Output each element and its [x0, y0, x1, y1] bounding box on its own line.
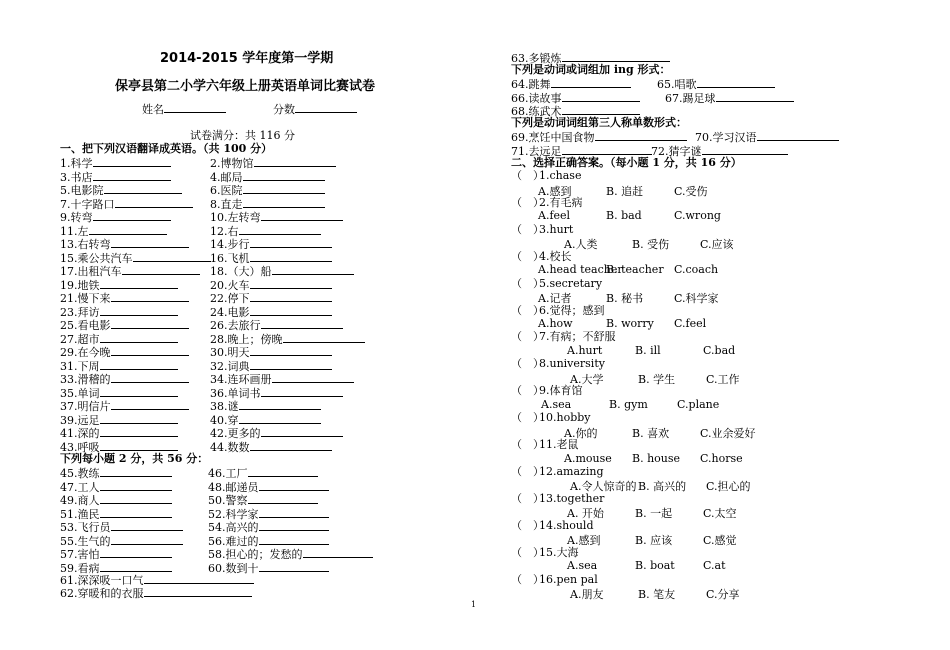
answer-blank[interactable]	[111, 317, 189, 329]
option-b[interactable]: B. 笔友	[638, 588, 676, 601]
answer-blank[interactable]	[250, 358, 332, 370]
answer-blank[interactable]	[104, 182, 182, 194]
answer-blank[interactable]	[100, 277, 178, 289]
answer-blank[interactable]	[115, 196, 193, 208]
option-c[interactable]: C.科学家	[674, 292, 719, 306]
answer-bracket[interactable]: （ ）	[511, 438, 544, 451]
question-25[interactable]: 25.看电影	[60, 317, 189, 330]
question-7[interactable]: 7.十字路口	[60, 196, 193, 209]
question-18[interactable]: 18.（大）船	[210, 263, 354, 276]
question-45[interactable]: 45.教练	[60, 465, 172, 478]
answer-blank[interactable]	[250, 290, 332, 302]
question-53[interactable]: 53.飞行员	[60, 519, 183, 532]
question-5[interactable]: 5.电影院	[60, 182, 182, 195]
question-2[interactable]: 2.博物馆	[210, 155, 336, 168]
option-b[interactable]: B. 一起	[635, 507, 673, 521]
mc-question	[511, 277, 602, 290]
question-22[interactable]: 22.停下	[210, 290, 332, 303]
section2-heading: 二、选择正确答案。（每小题 1 分，共 16 分）	[511, 156, 742, 169]
option-a[interactable]: A.人类	[564, 238, 598, 252]
question-36[interactable]: 36.单词书	[210, 385, 343, 398]
option-c[interactable]: C.分享	[706, 588, 740, 601]
mc-question-text: 2.有毛病	[539, 195, 583, 209]
question-51[interactable]: 51.渔民	[60, 506, 172, 519]
option-c[interactable]: C.工作	[706, 372, 740, 386]
option-b[interactable]: B. teacher	[606, 263, 664, 277]
answer-blank[interactable]	[259, 506, 329, 518]
mc-question	[511, 304, 605, 317]
mc-question	[511, 411, 591, 424]
option-a[interactable]: A.令人惊奇的	[570, 480, 637, 494]
mc-question-text: 7.有病；不舒服	[539, 330, 616, 344]
answer-blank[interactable]	[100, 479, 172, 491]
answer-blank[interactable]	[239, 412, 321, 424]
option-c[interactable]: C.担心的	[706, 480, 751, 494]
option-c[interactable]: C.应该	[700, 238, 734, 252]
question-19[interactable]: 19.地铁	[60, 277, 178, 290]
answer-blank[interactable]	[261, 317, 343, 329]
question-60[interactable]: 60.数到十	[208, 560, 329, 573]
answer-blank[interactable]	[122, 263, 200, 275]
question-65[interactable]: 65.唱歌	[657, 76, 775, 89]
answer-blank[interactable]	[250, 439, 332, 451]
score-label: 分数	[273, 103, 295, 116]
question-49[interactable]: 49.商人	[60, 492, 172, 505]
answer-blank[interactable]	[250, 236, 332, 248]
answer-bracket[interactable]: （ ）	[511, 276, 544, 290]
question-64[interactable]: 64.跳舞	[511, 76, 631, 89]
question-70[interactable]: 70.学习汉语	[695, 129, 839, 142]
answer-blank[interactable]	[239, 223, 321, 235]
page-number: 1	[471, 600, 477, 609]
answer-blank[interactable]	[239, 398, 321, 410]
question-58[interactable]: 58.担心的；发愁的	[208, 546, 373, 559]
answer-blank[interactable]	[248, 465, 318, 477]
mc-question-text: 12.amazing	[539, 464, 604, 478]
mc-question	[511, 250, 572, 263]
answer-bracket[interactable]: （ ）	[511, 357, 544, 371]
question-38[interactable]: 38.谜	[210, 398, 321, 411]
mc-question	[511, 573, 598, 586]
mc-question	[511, 357, 605, 370]
section1-heading: 一、把下列汉语翻译成英语。（共 100 分）	[60, 142, 273, 155]
question-32[interactable]: 32.词典	[210, 358, 332, 371]
question-61[interactable]: 61.深深吸一口气	[60, 572, 254, 585]
answer-blank[interactable]	[100, 465, 172, 477]
question-30[interactable]: 30.明天	[210, 344, 332, 357]
option-c[interactable]: C.业余爱好	[700, 426, 756, 440]
option-b[interactable]: B. worry	[606, 317, 654, 330]
mc-question	[511, 438, 579, 451]
answer-blank[interactable]	[272, 371, 354, 383]
option-a[interactable]: A.记者	[538, 292, 572, 306]
question-20[interactable]: 20.火车	[210, 277, 332, 290]
answer-blank[interactable]	[100, 412, 178, 424]
option-c[interactable]: C.feel	[674, 317, 707, 330]
mc-question-text: 11.老鼠	[539, 438, 579, 451]
option-a[interactable]: A.mouse	[564, 451, 612, 465]
answer-blank[interactable]	[93, 155, 171, 167]
mc-question-text: 10.hobby	[539, 411, 591, 425]
question-24[interactable]: 24.电影	[210, 304, 332, 317]
third-person-heading: 下列是动词词组第三人称单数形式：	[511, 116, 687, 129]
score-blank[interactable]	[295, 101, 357, 113]
question-8[interactable]: 8.直走	[210, 196, 325, 209]
answer-blank[interactable]	[111, 371, 189, 383]
question-44[interactable]: 44.数数	[210, 439, 332, 452]
answer-blank[interactable]	[243, 182, 325, 194]
name-field[interactable]	[142, 101, 357, 114]
question-11[interactable]: 11.左	[60, 223, 167, 236]
question-57[interactable]: 57.害怕	[60, 546, 172, 559]
question-29[interactable]: 29.在今晚	[60, 344, 189, 357]
option-a[interactable]: A.朋友	[570, 588, 604, 601]
answer-blank[interactable]	[250, 277, 332, 289]
answer-bracket[interactable]: （ ）	[511, 384, 544, 398]
answer-blank[interactable]	[100, 385, 178, 397]
option-c[interactable]: C.受伤	[674, 184, 708, 198]
answer-blank[interactable]	[100, 560, 172, 572]
answer-blank[interactable]	[93, 209, 171, 221]
mc-question-text: 9.体育馆	[539, 384, 583, 398]
option-b[interactable]: B. house	[632, 451, 681, 465]
mc-question-text: 3.hurt	[539, 222, 574, 236]
section1b-heading: 下列每小题 2 分，共 56 分：	[60, 452, 209, 465]
answer-bracket[interactable]: （ ）	[511, 491, 544, 505]
option-c[interactable]: C.bad	[703, 343, 736, 357]
answer-bracket[interactable]: （ ）	[511, 411, 544, 425]
answer-blank[interactable]	[243, 169, 325, 181]
question-40[interactable]: 40.穿	[210, 412, 321, 425]
mc-question-text: 1.chase	[539, 169, 582, 182]
option-c[interactable]: C.太空	[703, 507, 737, 521]
question-41[interactable]: 41.深的	[60, 425, 178, 438]
answer-bracket[interactable]: （ ）	[511, 222, 544, 236]
option-c[interactable]: C.coach	[674, 263, 719, 277]
question-12[interactable]: 12.右	[210, 223, 321, 236]
option-a[interactable]: A.大学	[570, 372, 604, 386]
mc-question-text: 8.university	[539, 357, 605, 371]
answer-blank[interactable]	[111, 398, 189, 410]
option-a[interactable]: A. 开始	[567, 507, 604, 521]
name-label: 姓名	[142, 103, 164, 116]
answer-blank[interactable]	[261, 385, 343, 397]
answer-bracket[interactable]: （ ）	[511, 572, 544, 586]
answer-blank[interactable]	[100, 304, 178, 316]
answer-blank[interactable]	[100, 425, 178, 437]
question-67[interactable]: 67.踢足球	[665, 90, 794, 103]
option-c[interactable]: C.plane	[677, 397, 720, 411]
answer-blank[interactable]	[243, 196, 325, 208]
option-a[interactable]: A.你的	[564, 426, 598, 440]
question-34[interactable]: 34.连环画册	[210, 371, 354, 384]
option-b[interactable]: B. 追赶	[606, 184, 644, 198]
option-c[interactable]: C.wrong	[674, 209, 721, 223]
answer-bracket[interactable]: （ ）	[511, 303, 544, 317]
option-a[interactable]: A.sea	[567, 559, 598, 573]
question-66[interactable]: 66.读故事	[511, 90, 640, 103]
option-a[interactable]: A.hurt	[567, 343, 603, 357]
question-63[interactable]: 63.多锻炼	[511, 50, 670, 63]
mc-question-text: 5.secretary	[539, 276, 603, 290]
question-56[interactable]: 56.难过的	[208, 533, 329, 546]
question-71[interactable]: 71.去远足	[511, 143, 652, 156]
answer-blank[interactable]	[283, 331, 365, 343]
question-16[interactable]: 16.飞机	[210, 250, 332, 263]
total-score: 试卷满分：共 116 分	[190, 129, 295, 142]
answer-blank[interactable]	[100, 439, 178, 451]
mc-question	[511, 384, 583, 397]
answer-bracket[interactable]: （ ）	[511, 545, 544, 559]
question-6[interactable]: 6.医院	[210, 182, 325, 195]
answer-blank[interactable]	[111, 344, 189, 356]
answer-blank[interactable]	[259, 479, 329, 491]
mc-question	[511, 546, 579, 559]
option-a[interactable]: A.head teacher	[538, 263, 623, 277]
answer-blank[interactable]	[259, 560, 329, 572]
option-b[interactable]: B. ill	[635, 343, 661, 357]
question-27[interactable]: 27.超市	[60, 331, 178, 344]
answer-bracket[interactable]: （ ）	[511, 249, 544, 263]
question-55[interactable]: 55.生气的	[60, 533, 183, 546]
exam-title: 2014-2015 学年度第一学期	[160, 51, 334, 66]
mc-question-text: 4.校长	[539, 249, 572, 263]
mc-question-text: 6.觉得；感到	[539, 303, 605, 317]
answer-blank[interactable]	[100, 358, 178, 370]
answer-blank[interactable]	[254, 155, 336, 167]
answer-blank[interactable]	[111, 533, 183, 545]
answer-blank[interactable]	[89, 223, 167, 235]
option-b[interactable]: B. 应该	[635, 534, 673, 548]
mc-question-text: 13.together	[539, 491, 605, 505]
mc-question	[511, 492, 604, 505]
question-68[interactable]: 68.练武术	[511, 103, 640, 116]
question-46[interactable]: 46.工厂	[208, 465, 318, 478]
mc-question	[511, 223, 573, 236]
question-59[interactable]: 59.看病	[60, 560, 172, 573]
answer-blank[interactable]	[250, 304, 332, 316]
question-21[interactable]: 21.慢下来	[60, 290, 189, 303]
answer-blank[interactable]	[93, 169, 171, 181]
question-26[interactable]: 26.去旅行	[210, 317, 343, 330]
question-3[interactable]: 3.书店	[60, 169, 171, 182]
answer-blank[interactable]	[100, 506, 172, 518]
option-c[interactable]: C.感觉	[703, 534, 737, 548]
question-62[interactable]: 62.穿暖和的衣服	[60, 585, 252, 598]
question-47[interactable]: 47.工人	[60, 479, 172, 492]
question-28[interactable]: 28.晚上；傍晚	[210, 331, 365, 344]
exam-subtitle: 保亭县第二小学六年级上册英语单词比赛试卷	[115, 79, 376, 94]
mc-question-text: 14.should	[539, 518, 594, 532]
answer-blank[interactable]	[250, 250, 332, 262]
mc-question	[511, 519, 594, 532]
question-9[interactable]: 9.转弯	[60, 209, 171, 222]
option-a[interactable]: A.感到	[538, 184, 572, 198]
option-c[interactable]: C.horse	[700, 451, 743, 465]
option-b[interactable]: B. gym	[609, 397, 648, 411]
option-a[interactable]: A.sea	[541, 397, 572, 411]
answer-blank[interactable]	[261, 425, 343, 437]
question-33[interactable]: 33.滑稽的	[60, 371, 189, 384]
option-b[interactable]: B. 秘书	[606, 292, 644, 306]
answer-blank[interactable]	[111, 236, 189, 248]
mc-question	[511, 169, 581, 182]
question-10[interactable]: 10.左转弯	[210, 209, 343, 222]
option-a[interactable]: A.feel	[538, 209, 571, 223]
question-1[interactable]: 1.科学	[60, 155, 171, 168]
question-17[interactable]: 17.出租汽车	[60, 263, 200, 276]
answer-blank[interactable]	[100, 492, 172, 504]
mc-question-text: 16.pen pal	[539, 572, 598, 586]
mc-question	[511, 330, 616, 343]
question-54[interactable]: 54.高兴的	[208, 519, 329, 532]
answer-blank[interactable]	[272, 263, 354, 275]
question-4[interactable]: 4.邮局	[210, 169, 325, 182]
question-50[interactable]: 50.警察	[208, 492, 318, 505]
question-69[interactable]: 69.烹饪中国食物	[511, 129, 687, 142]
answer-blank[interactable]	[259, 533, 329, 545]
question-52[interactable]: 52.科学家	[208, 506, 329, 519]
option-b[interactable]: B. 学生	[638, 372, 676, 386]
answer-bracket[interactable]: （ ）	[511, 518, 544, 532]
option-b[interactable]: B. 受伤	[632, 238, 670, 252]
option-b[interactable]: B. boat	[635, 559, 675, 573]
mc-question	[511, 196, 583, 209]
option-b[interactable]: B. bad	[606, 209, 642, 223]
question-72[interactable]: 72.猜字谜	[651, 143, 788, 156]
question-23[interactable]: 23.拜访	[60, 304, 178, 317]
question-39[interactable]: 39.远足	[60, 412, 178, 425]
answer-blank[interactable]	[250, 344, 332, 356]
question-43[interactable]: 43.呼吸	[60, 439, 178, 452]
answer-blank[interactable]	[100, 331, 178, 343]
question-31[interactable]: 31.下周	[60, 358, 178, 371]
question-37[interactable]: 37.明信片	[60, 398, 189, 411]
option-a[interactable]: A.how	[538, 317, 573, 330]
answer-bracket[interactable]: （ ）	[511, 464, 544, 478]
answer-blank[interactable]	[100, 546, 172, 558]
question-48[interactable]: 48.邮递员	[208, 479, 329, 492]
option-a[interactable]: A.感到	[567, 534, 601, 548]
question-42[interactable]: 42.更多的	[210, 425, 343, 438]
question-13[interactable]: 13.右转弯	[60, 236, 189, 249]
mc-question	[511, 465, 603, 478]
option-b[interactable]: B. 喜欢	[632, 426, 670, 440]
question-14[interactable]: 14.步行	[210, 236, 332, 249]
mc-question-text: 15.大海	[539, 545, 579, 559]
answer-blank[interactable]	[133, 250, 211, 262]
name-blank[interactable]	[164, 101, 226, 113]
answer-blank[interactable]	[261, 209, 343, 221]
option-b[interactable]: B. 高兴的	[638, 480, 687, 494]
answer-bracket[interactable]: （ ）	[511, 169, 544, 182]
answer-blank[interactable]	[111, 519, 183, 531]
option-c[interactable]: C.at	[703, 559, 726, 573]
ing-heading: 下列是动词或词组加 ing 形式：	[511, 63, 671, 76]
answer-bracket[interactable]: （ ）	[511, 195, 544, 209]
answer-blank[interactable]	[303, 546, 373, 558]
answer-bracket[interactable]: （ ）	[511, 330, 544, 344]
answer-blank[interactable]	[259, 519, 329, 531]
question-35[interactable]: 35.单词	[60, 385, 178, 398]
answer-blank[interactable]	[111, 290, 189, 302]
answer-blank[interactable]	[248, 492, 318, 504]
question-15[interactable]: 15.乘公共汽车	[60, 250, 211, 263]
